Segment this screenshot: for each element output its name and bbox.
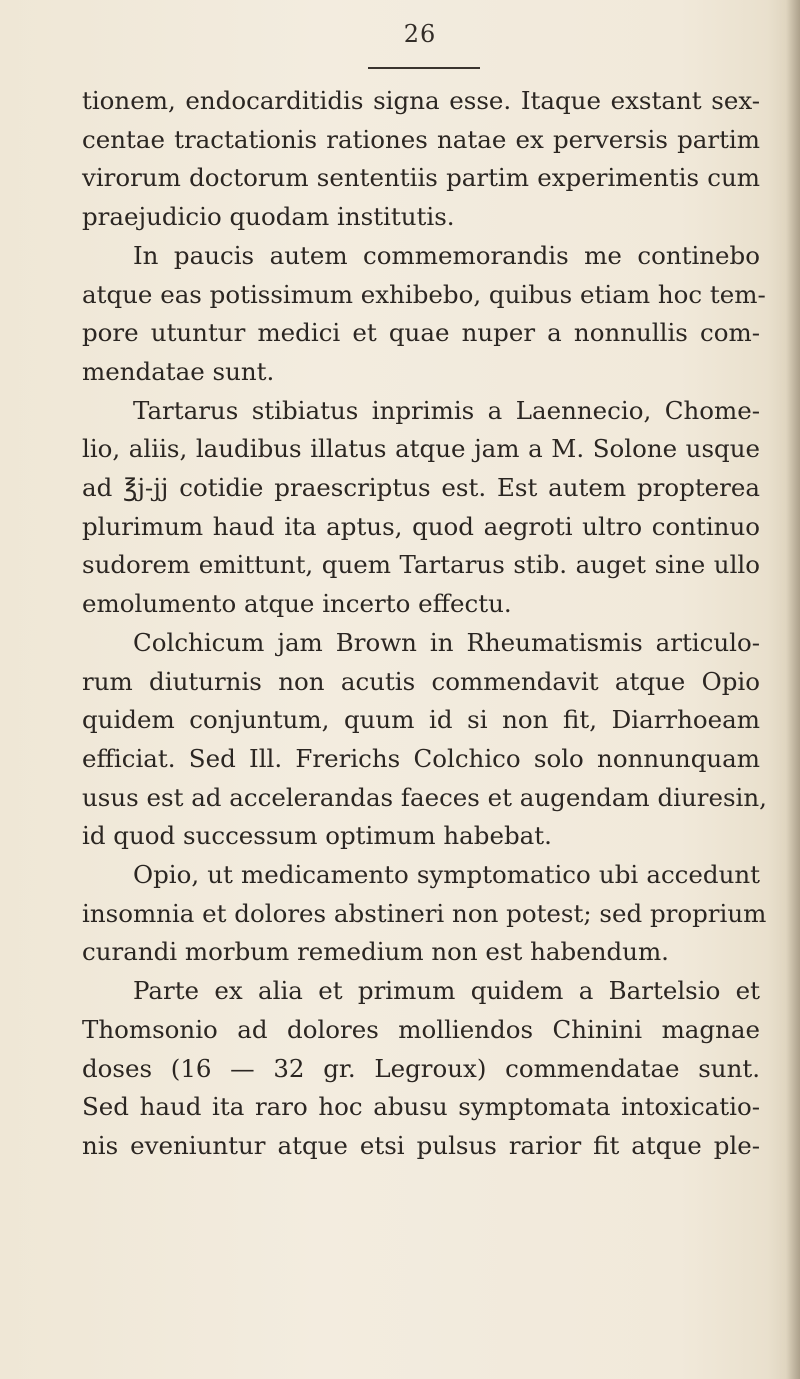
paragraph-first-line: Opio, ut medicamento symptomatico ubi accedunt — [133, 860, 760, 890]
text-line: sudorem emittunt, quem Tartarus stib. auget sine ullo — [82, 550, 760, 580]
text-line: Thomsonio ad dolores molliendos Chinini magnae — [82, 1014, 760, 1044]
text-line: id quod successum optimum habebat. — [82, 821, 552, 851]
text-line: nis eveniuntur atque etsi pulsus rarior fit atque ple- — [82, 1130, 760, 1160]
body-text — [82, 82, 767, 1166]
text-line: virorum doctorum sententiis partim experimentis cum — [82, 163, 760, 193]
text-line: atque eas potissimum exhibebo, quibus etiam hoc tem- — [82, 279, 766, 309]
page-edge-shadow — [786, 0, 800, 1379]
text-line: lio, aliis, laudibus illatus atque jam a M. Solone usque — [82, 434, 760, 464]
text-line: mendatae sunt. — [82, 356, 275, 386]
text-line: curandi morbum remedium non est habendum. — [82, 937, 669, 967]
text-line: plurimum haud ita aptus, quod aegroti ultro continuo — [82, 511, 760, 541]
paragraph-first-line: Parte ex alia et primum quidem a Bartelsio et — [133, 976, 760, 1006]
text-line: insomnia et dolores abstineri non potest; sed proprium — [82, 898, 767, 928]
header-rule — [368, 67, 480, 69]
paragraph-first-line: In paucis autem commemorandis me continebo — [133, 240, 760, 270]
text-line: doses (16 — 32 gr. Legroux) commendatae sunt. — [82, 1053, 760, 1083]
text-line: emolumento atque incerto effectu. — [82, 589, 512, 619]
text-line: ad ℥j-jj cotidie praescriptus est. Est autem propterea — [82, 473, 760, 503]
text-line: rum diuturnis non acutis commendavit atque Opio — [82, 666, 760, 696]
page-number: 26 — [403, 20, 437, 48]
paragraph-first-line: Tartarus stibiatus inprimis a Laennecio, Chome- — [133, 395, 760, 425]
text-line: usus est ad accelerandas faeces et augendam diuresin, — [82, 782, 767, 812]
text-line: efficiat. Sed Ill. Frerichs Colchico solo nonnunquam — [82, 743, 760, 773]
text-line: Sed haud ita raro hoc abusu symptomata intoxicatio- — [82, 1092, 760, 1122]
text-line: praejudicio quodam institutis. — [82, 202, 455, 232]
text-line: centae tractationis rationes natae ex perversis partim — [82, 124, 760, 154]
text-line: quidem conjuntum, quum id si non fit, Diarrhoeam — [82, 705, 760, 735]
paragraph-first-line: Colchicum jam Brown in Rheumatismis articulo- — [133, 627, 760, 657]
text-line: tionem, endocarditidis signa esse. Itaque exstant sex- — [82, 86, 760, 115]
text-line: pore utuntur medici et quae nuper a nonnullis com- — [82, 318, 760, 348]
